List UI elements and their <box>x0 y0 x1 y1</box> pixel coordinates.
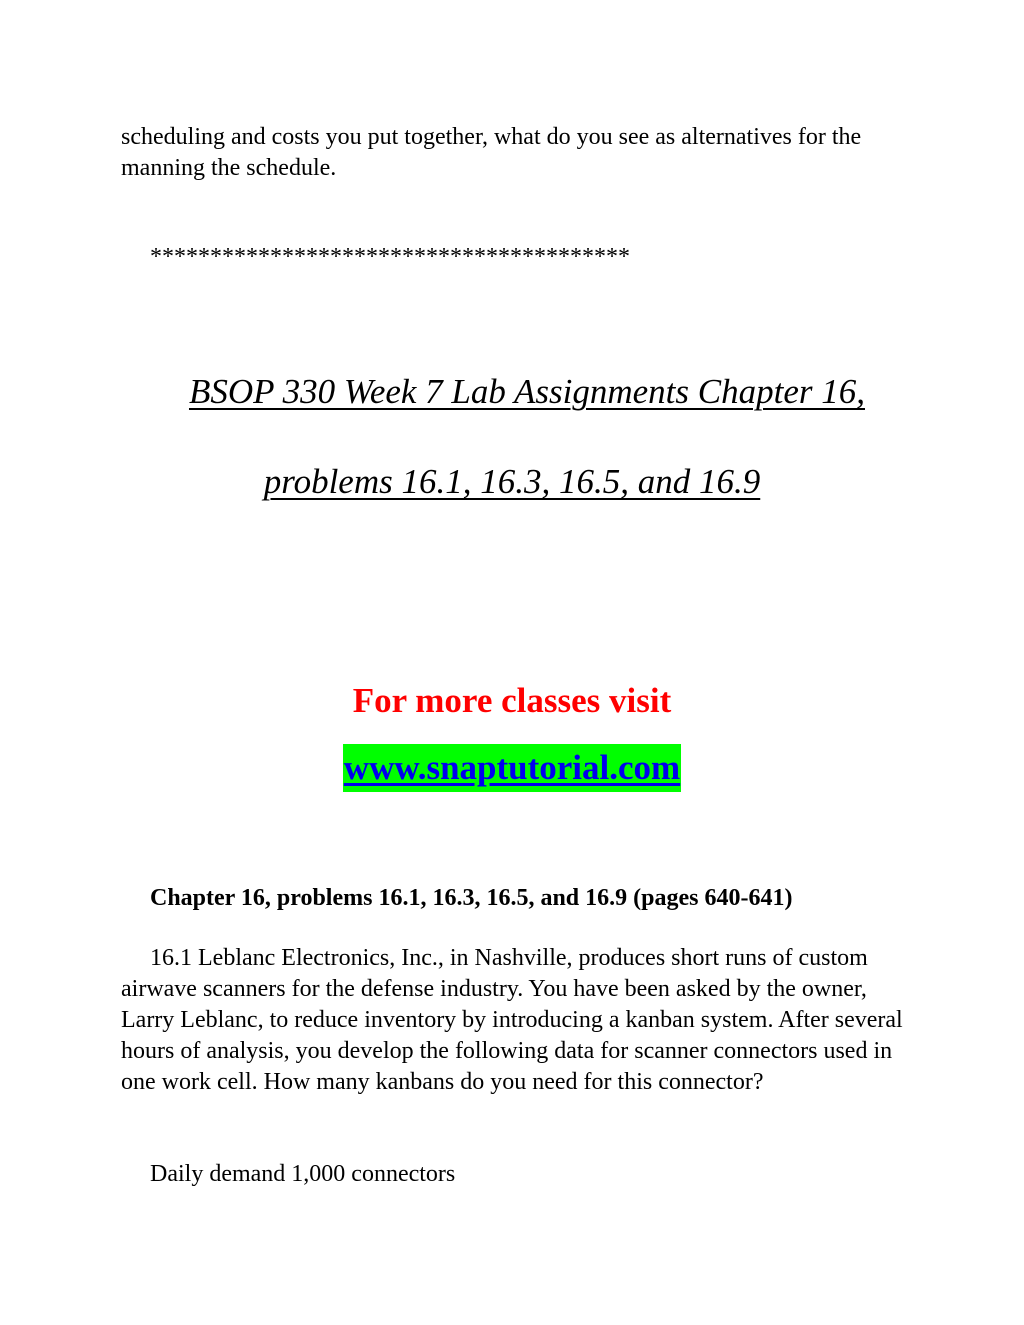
assignment-title-line-1: BSOP 330 Week 7 Lab Assignments Chapter 16, <box>188 372 865 411</box>
separator-asterisks: **************************************** <box>150 244 630 270</box>
daily-demand-line: Daily demand 1,000 connectors <box>150 1161 456 1187</box>
chapter-heading: Chapter 16, problems 16.1, 16.3, 16.5, and 16.9 (pages 640-641) <box>150 885 793 911</box>
snaptutorial-link[interactable]: www.snaptutorial.com <box>343 744 681 792</box>
link-container <box>0 744 1024 792</box>
intro-paragraph: scheduling and costs you put together, what do you see as alternatives for the manning the schedule. <box>121 124 862 181</box>
promo-text: For more classes visit <box>352 681 672 720</box>
problem-16-1-paragraph: 16.1 Leblanc Electronics, Inc., in Nashville, produces short runs of custom airwave scanners for the defense industry. You have been asked by the owner, Larry Leblanc, to reduce inventory by introducing a kanban system. After several hours of analysis, you develop the following data for scanner connectors used in one work cell. How many kanbans do you need for this connector? <box>121 945 903 1095</box>
assignment-title-line-2: problems 16.1, 16.3, 16.5, and 16.9 <box>263 462 761 501</box>
